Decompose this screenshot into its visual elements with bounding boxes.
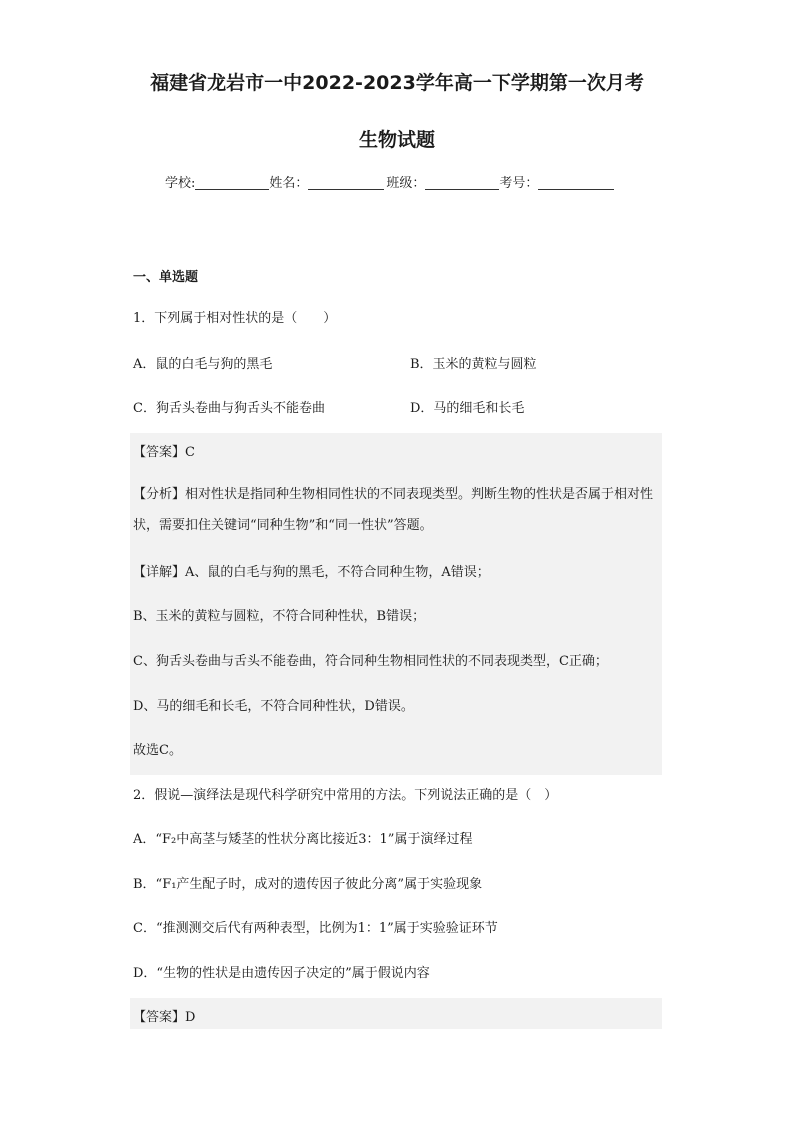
q2-answer-panel bbox=[130, 998, 662, 1029]
class-label: 班级： bbox=[386, 176, 426, 191]
q2-stem: 2．假说—演绎法是现代科学研究中常用的方法。下列说法正确的是（ ） bbox=[133, 788, 558, 803]
class-field[interactable] bbox=[425, 175, 499, 190]
exam-no-field[interactable] bbox=[538, 175, 614, 190]
q2-option-b: B．“F₁产生配子时，成对的遗传因子彼此分离”属于实验现象 bbox=[133, 877, 483, 892]
q1-stem: 1．下列属于相对性状的是（ ） bbox=[133, 311, 337, 326]
document-subtitle: 生物试题 bbox=[358, 129, 435, 151]
document-title: 福建省龙岩市一中2022-2023学年高一下学期第一次月考 bbox=[150, 72, 644, 94]
name-field[interactable] bbox=[308, 175, 384, 190]
q1-detail-b: B、玉米的黄粒与圆粒，不符合同种性状，B错误； bbox=[133, 609, 426, 624]
exam-no-label: 考号： bbox=[499, 176, 539, 191]
q1-option-d: D．马的细毛和长毛 bbox=[410, 401, 525, 416]
section-title: 一、单选题 bbox=[133, 270, 199, 285]
q1-analysis: 【分析】相对性状是指同种生物相同性状的不同表现类型。判断生物的性状是否属于相对性状，需要扣住关键词“同种生物”和“同一性状”答题。 bbox=[133, 487, 654, 533]
q1-detail-d: D、马的细毛和长毛，不符合同种性状，D错误。 bbox=[133, 699, 414, 714]
q2-option-d: D．“生物的性状是由遗传因子决定的”属于假说内容 bbox=[133, 966, 430, 981]
q1-detail-a: 【详解】A、鼠的白毛与狗的黑毛，不符合同种生物，A错误； bbox=[133, 565, 490, 580]
q1-option-a: A．鼠的白毛与狗的黑毛 bbox=[133, 357, 273, 372]
q2-option-c: C．“推测测交后代有两种表型，比例为1：1”属于实验验证环节 bbox=[133, 921, 498, 936]
q1-conclusion: 故选C。 bbox=[133, 743, 182, 758]
name-label: 姓名： bbox=[269, 176, 309, 191]
q1-option-c: C．狗舌头卷曲与狗舌头不能卷曲 bbox=[133, 401, 325, 416]
school-field[interactable] bbox=[195, 175, 269, 190]
q1-answer: 【答案】C bbox=[133, 445, 195, 460]
q2-option-a: A．“F₂中高茎与矮茎的性状分离比接近3：1”属于演绎过程 bbox=[133, 832, 473, 847]
q2-answer: 【答案】D bbox=[133, 1010, 196, 1025]
school-label: 学校: bbox=[165, 176, 196, 191]
q1-detail-c: C、狗舌头卷曲与舌头不能卷曲，符合同种生物相同性状的不同表现类型，C正确； bbox=[133, 654, 608, 669]
student-info-row bbox=[165, 172, 614, 191]
q1-option-b: B．玉米的黄粒与圆粒 bbox=[410, 357, 537, 372]
